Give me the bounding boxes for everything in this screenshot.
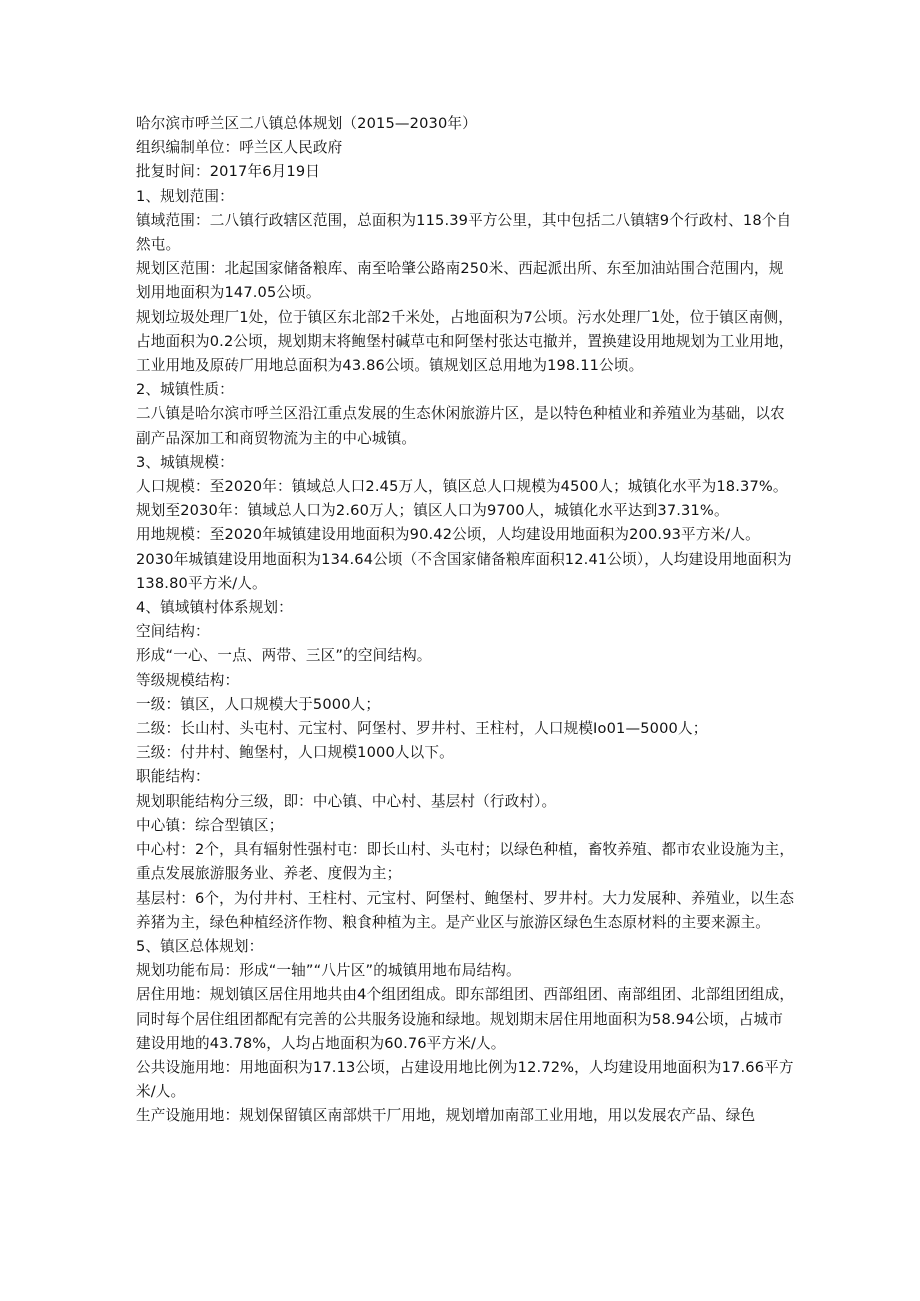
paragraph-residential-land: 居住用地：规划镇区居住用地共由4个组团组成。即东部组团、西部组团、南部组团、北部组团组成，同时每个居住组团都配有完善的公共服务设施和绿地。规划期末居住用地面积为58.94公顷，占城市建设用地的43.78%，人均占地面积为60.76平方米/人。 <box>136 986 795 1052</box>
section-heading-2: 2、城镇性质： <box>136 381 234 399</box>
paragraph-spatial-structure: 形成“一心、一点、两带、三区”的空间结构。 <box>136 647 432 665</box>
section-heading-3: 3、城镇规模： <box>136 453 234 471</box>
section-heading-4: 4、镇域镇村体系规划： <box>136 599 293 617</box>
paragraph-basic-villages: 基层村：6个，为付井村、王柱村、元宝村、阿堡村、鲍堡村、罗井村。大力发展种、养殖业，以生态养猪为主，绿色种植经济作物、粮食种植为主。是产业区与旅游区绿色生态原材料的主要来源主。 <box>136 889 795 931</box>
paragraph-public-facilities: 公共设施用地：用地面积为17.13公顷，占建设用地比例为12.72%，人均建设用地面积为17.66平方米/人。 <box>136 1058 794 1101</box>
section-heading-1: 1、规划范围： <box>136 187 234 205</box>
paragraph-land-2020: 用地规模：至2020年城镇建设用地面积为90.42公顷，人均建设用地面积为200.93平方米/人。 <box>136 526 760 544</box>
paragraph-population-2020: 人口规模：至2020年：镇域总人口2.45万人，镇区总人口规模为4500人；城镇化水平为18.37%。 <box>136 478 788 496</box>
paragraph-grade-3: 三级：付井村、鲍堡村，人口规模1000人以下。 <box>136 744 454 762</box>
paragraph-planning-area: 规划区范围：北起国家储备粮库、南至哈肇公路南250米、西起派出所、东至加油站围合范围内，规划用地面积为147.05公顷。 <box>136 260 784 302</box>
paragraph-grade-1: 一级：镇区，人口规模大于5000人； <box>136 695 381 713</box>
document-title: 哈尔滨市呼兰区二八镇总体规划（2015—2030年） <box>136 115 477 132</box>
paragraph-town-nature: 二八镇是哈尔滨市呼兰区沿江重点发展的生态休闲旅游片区，是以特色种植业和养殖业为基础，以农副产品深加工和商贸物流为主的中心城镇。 <box>136 405 785 447</box>
document-body <box>136 112 796 1129</box>
organizer-line: 组织编制单位：呼兰区人民政府 <box>136 139 343 157</box>
paragraph-function-structure: 规划职能结构分三级，即：中心镇、中心村、基层村（行政村）。 <box>136 792 557 810</box>
paragraph-town-scope: 镇域范围：二八镇行政辖区范围，总面积为115.39平方公里，其中包括二八镇辖9个行政村、18个自然屯。 <box>136 211 792 254</box>
paragraph-population-2030: 规划至2030年：镇域总人口为2.60万人；镇区人口为9700人，城镇化水平达到37.31%。 <box>136 502 729 520</box>
paragraph-center-villages: 中心村：2个，具有辐射性强村屯：即长山村、头屯村；以绿色种植，畜牧养殖、都市农业设施为主，重点发展旅游服务业、养老、度假为主； <box>136 841 795 883</box>
subheading-function-structure: 职能结构： <box>136 768 210 786</box>
paragraph-land-2030: 2030年城镇建设用地面积为134.64公顷（不含国家储备粮库面积12.41公顷），人均建设用地面积为138.80平方米/人。 <box>136 550 792 592</box>
paragraph-facilities: 规划垃圾处理厂1处，位于镇区东北部2千米处，占地面积为7公顷。污水处理厂1处，位于镇区南侧，占地面积为0.2公顷，规划期末将鲍堡村碱草屯和阿堡村张达屯撤并，置换建设用地规划为工业用地，工业用地及原砖厂用地总面积为43.86公顷。镇规划区总用地为198.11公顷。 <box>136 308 794 375</box>
paragraph-grade-2: 二级：长山村、头屯村、元宝村、阿堡村、罗井村、王柱村，人口规模Io01—5000人； <box>136 720 708 738</box>
approval-date-line: 批复时间：2017年6月19日 <box>136 163 320 181</box>
paragraph-center-town: 中心镇：综合型镇区； <box>136 816 284 834</box>
paragraph-function-layout: 规划功能布局：形成“一轴”“八片区”的城镇用地布局结构。 <box>136 962 521 980</box>
subheading-spatial-structure: 空间结构： <box>136 623 210 641</box>
paragraph-production-facilities: 生产设施用地：规划保留镇区南部烘干厂用地，规划增加南部工业用地，用以发展农产品、绿色 <box>136 1107 756 1125</box>
section-heading-5: 5、镇区总体规划： <box>136 937 264 955</box>
subheading-grade-structure: 等级规模结构： <box>136 671 240 689</box>
